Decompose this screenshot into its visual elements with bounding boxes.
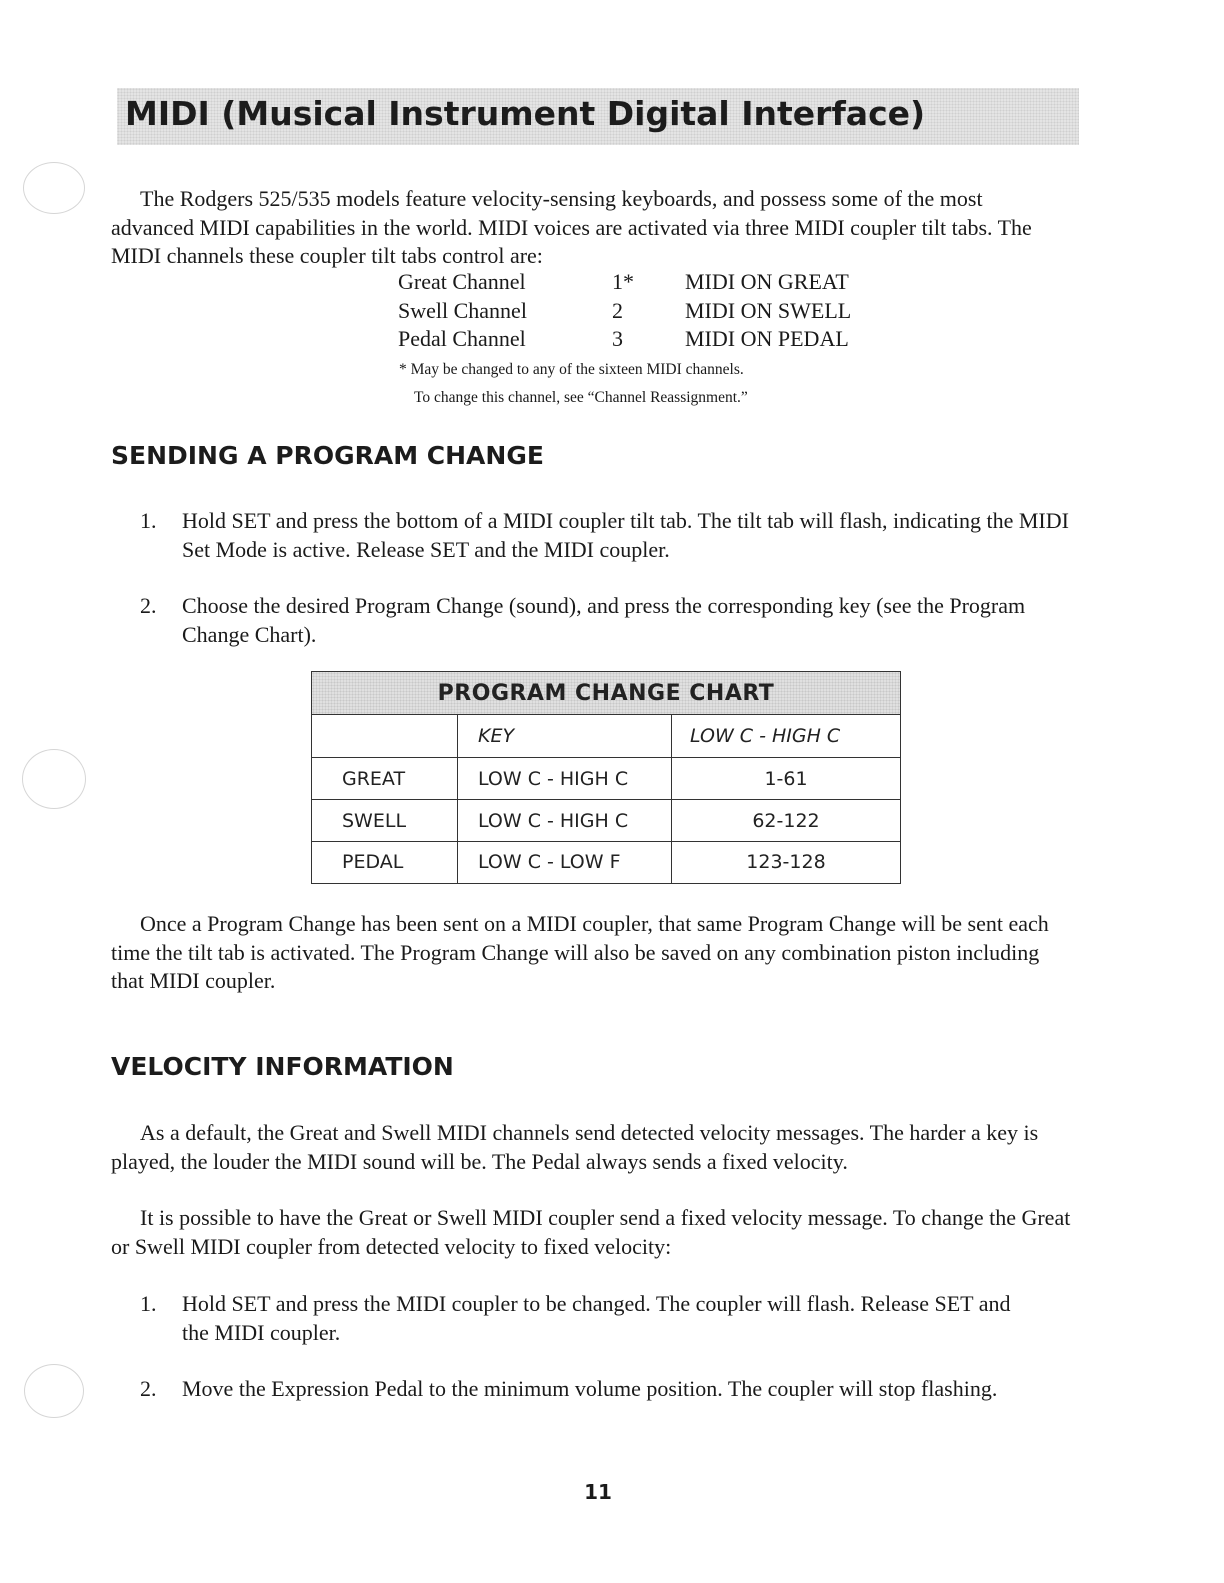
channel-name: Pedal Channel [398, 326, 526, 351]
title-banner [117, 88, 1079, 145]
channel-number: 1* [612, 269, 634, 294]
section-heading-velocity: VELOCITY INFORMATION [111, 1052, 454, 1081]
channel-name: Swell Channel [398, 297, 527, 323]
step-number: 1. [140, 508, 157, 533]
step-number: 2. [140, 593, 157, 618]
division-cell: SWELL [312, 800, 458, 841]
range-cell: 123-128 [746, 851, 826, 873]
table-header-row [312, 715, 900, 758]
footnote-line: To change this channel, see “Channel Reassignment.” [414, 389, 748, 406]
page-number: 11 [584, 1480, 612, 1504]
channel-name: Great Channel [398, 269, 526, 294]
header-cell: LOW C - HIGH C [690, 725, 841, 747]
header-cell [312, 715, 458, 757]
division-cell: GREAT [312, 758, 458, 799]
punch-hole [22, 749, 86, 809]
section-heading-program: SENDING A PROGRAM CHANGE [111, 441, 544, 470]
table-row [312, 800, 900, 842]
chart-title: PROGRAM CHANGE CHART [312, 672, 900, 715]
punch-hole [23, 162, 85, 214]
step-text: Hold SET and press the bottom of a MIDI coupler tilt tab. The tilt tab will flash, indicating the MIDI Set Mode is active. Release SET and the MIDI coupler. [182, 508, 1069, 562]
table-row [312, 842, 900, 883]
table-row [312, 758, 900, 800]
channel-tab: MIDI ON PEDAL [685, 326, 849, 351]
page-title: MIDI (Musical Instrument Digital Interface) [125, 94, 926, 133]
step-text: Move the Expression Pedal to the minimum volume position. The coupler will stop flashing. [182, 1376, 998, 1401]
channel-tab: MIDI ON GREAT [685, 269, 849, 294]
division-cell: PEDAL [312, 842, 458, 883]
step-text: Hold SET and press the MIDI coupler to be changed. The coupler will flash. Release SET and the MIDI coupler. [182, 1291, 1011, 1345]
channel-tab: MIDI ON SWELL [685, 297, 852, 323]
channel-row [398, 268, 898, 297]
velocity-paragraph: It is possible to have the Great or Swell MIDI coupler send a fixed velocity message. To change the Great or Swell MIDI coupler from detected velocity to fixed velocity: [111, 1205, 1071, 1259]
velocity-paragraph: As a default, the Great and Swell MIDI channels send detected velocity messages. The harder a key is played, the louder the MIDI sound will be. The Pedal always sends a fixed velocity. [111, 1120, 1039, 1174]
step-text: Choose the desired Program Change (sound), and press the corresponding key (see the Program Change Chart). [182, 593, 1026, 647]
channel-number: 3 [612, 326, 623, 351]
channel-number: 2 [612, 297, 623, 323]
range-cell: 1-61 [764, 768, 808, 790]
channel-row [398, 325, 898, 354]
program-change-chart [311, 671, 901, 884]
header-cell: KEY [458, 715, 672, 757]
punch-hole [24, 1364, 84, 1418]
after-chart-paragraph: Once a Program Change has been sent on a MIDI coupler, that same Program Change will be sent each time the tilt tab is activated. The Program Change will also be saved on any combination piston including that MIDI coupler. [111, 911, 1049, 993]
channel-list [398, 268, 898, 354]
intro-paragraph: The Rodgers 525/535 models feature velocity-sensing keyboards, and possess some of the most advanced MIDI capabilities in the world. MIDI voices are activated via three MIDI coupler tilt tabs. The MIDI channels these coupler tilt tabs control are: [111, 186, 1032, 268]
key-cell: LOW C - LOW F [458, 842, 672, 883]
key-cell: LOW C - HIGH C [458, 758, 672, 799]
step-number: 1. [140, 1291, 157, 1316]
step-number: 2. [140, 1376, 157, 1401]
range-cell: 62-122 [752, 810, 820, 832]
key-cell: LOW C - HIGH C [458, 800, 672, 841]
channel-row [398, 297, 898, 326]
footnote-line: * May be changed to any of the sixteen MIDI channels. [399, 361, 744, 378]
